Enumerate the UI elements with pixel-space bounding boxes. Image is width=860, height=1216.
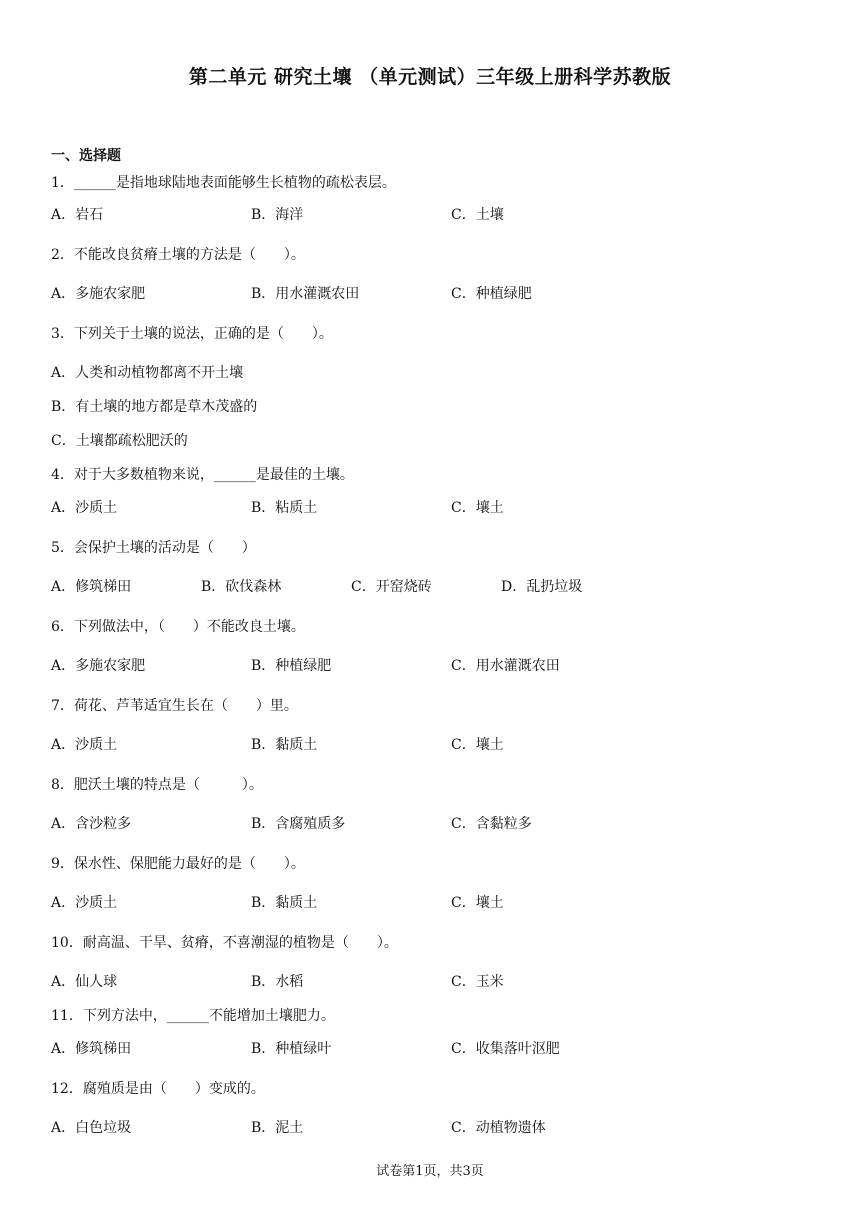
question-4: 4．对于大多数植物来说，______是最佳的土壤。 (51, 467, 354, 483)
q12-option-a: A．白色垃圾 (51, 1120, 132, 1136)
q3-option-a: A．人类和动植物都离不开土壤 (51, 365, 244, 381)
page-footer: 试卷第1页，共3页 (376, 1164, 484, 1179)
q6-option-b: B．种植绿肥 (251, 658, 332, 674)
q9-option-a: A．沙质土 (51, 895, 118, 911)
q10-option-a: A．仙人球 (51, 974, 118, 990)
q7-option-a: A．沙质土 (51, 737, 118, 753)
q9-option-b: B．黏质土 (251, 895, 318, 911)
q5-option-c: C．开窑烧砖 (351, 579, 432, 595)
q10-option-b: B．水稻 (251, 974, 304, 990)
question-6: 6．下列做法中，（ ）不能改良土壤。 (51, 619, 305, 635)
question-1: 1．______是指地球陆地表面能够生长植物的疏松表层。 (51, 175, 396, 191)
q8-option-b: B．含腐殖质多 (251, 816, 346, 832)
q12-option-b: B．泥土 (251, 1120, 304, 1136)
q1-option-c: C．土壤 (451, 207, 504, 223)
q6-option-c: C．用水灌溉农田 (451, 658, 560, 674)
q3-option-c: C．土壤都疏松肥沃的 (51, 433, 188, 449)
q5-option-d: D．乱扔垃圾 (501, 579, 583, 595)
question-9: 9．保水性、保肥能力最好的是（ ）。 (51, 856, 305, 872)
q2-option-b: B．用水灌溉农田 (251, 286, 360, 302)
q8-option-a: A．含沙粒多 (51, 816, 132, 832)
q5-option-a: A．修筑梯田 (51, 579, 132, 595)
question-2: 2．不能改良贫瘠土壤的方法是（ ）。 (51, 247, 305, 263)
q2-option-c: C．种植绿肥 (451, 286, 532, 302)
page-title: 第二单元 研究土壤 （单元测试）三年级上册科学苏教版 (188, 66, 672, 88)
question-5: 5．会保护土壤的活动是（ ） (51, 540, 256, 556)
question-10: 10．耐高温、干旱、贫瘠，不喜潮湿的植物是（ ）。 (51, 935, 398, 951)
q11-option-b: B．种植绿叶 (251, 1041, 332, 1057)
question-7: 7．荷花、芦苇适宜生长在（ ）里。 (51, 698, 298, 714)
question-3: 3．下列关于土壤的说法，正确的是（ ）。 (51, 326, 333, 342)
q4-option-b: B．粘质土 (251, 500, 318, 516)
q3-option-b: B．有土壤的地方都是草木茂盛的 (51, 399, 258, 415)
q6-option-a: A．多施农家肥 (51, 658, 146, 674)
q5-option-b: B．砍伐森林 (201, 579, 282, 595)
q11-option-a: A．修筑梯田 (51, 1041, 132, 1057)
question-8: 8．肥沃土壤的特点是（ ）。 (51, 777, 263, 793)
q4-option-c: C．壤土 (451, 500, 504, 516)
q9-option-c: C．壤土 (451, 895, 504, 911)
q7-option-b: B．黏质土 (251, 737, 318, 753)
q8-option-c: C．含黏粒多 (451, 816, 532, 832)
q1-option-a: A．岩石 (51, 207, 104, 223)
q2-option-a: A．多施农家肥 (51, 286, 146, 302)
question-11: 11．下列方法中，______不能增加土壤肥力。 (51, 1008, 335, 1024)
q11-option-c: C．收集落叶沤肥 (451, 1041, 560, 1057)
q10-option-c: C．玉米 (451, 974, 504, 990)
question-12: 12．腐殖质是由（ ）变成的。 (51, 1081, 265, 1097)
q12-option-c: C．动植物遗体 (451, 1120, 546, 1136)
q4-option-a: A．沙质土 (51, 500, 118, 516)
q1-option-b: B．海洋 (251, 207, 304, 223)
q7-option-c: C．壤土 (451, 737, 504, 753)
section-heading: 一、选择题 (51, 148, 121, 164)
